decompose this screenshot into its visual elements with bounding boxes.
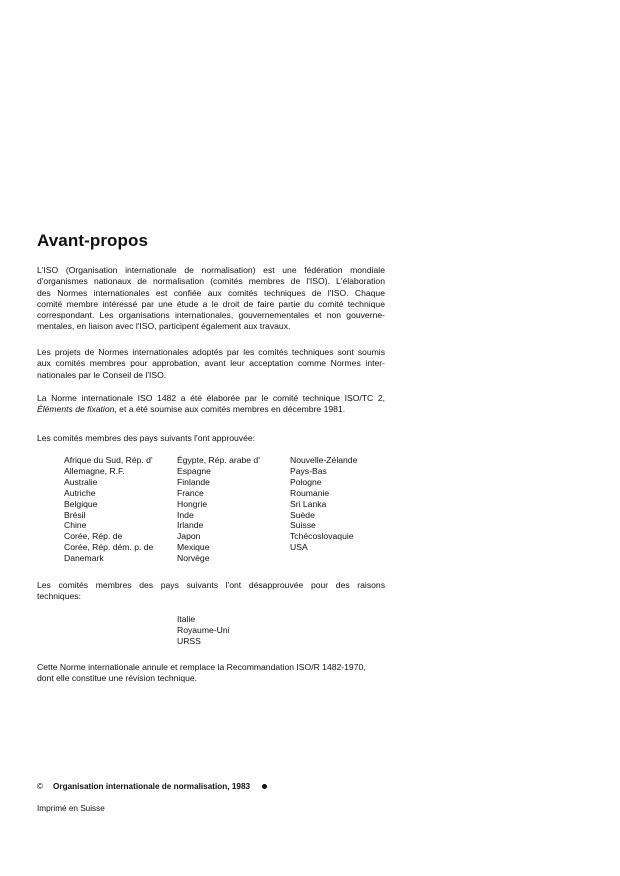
- country-item: Allemagne, R.F.: [64, 465, 125, 476]
- text-line: mentales, en liaison avec l'ISO, participent également aux travaux.: [37, 321, 291, 332]
- country-item: Pologne: [290, 476, 322, 487]
- country-item: Belgique: [64, 498, 98, 509]
- country-item: Irlande: [177, 520, 204, 531]
- country-item: Inde: [177, 509, 194, 520]
- country-item: USA: [290, 542, 308, 553]
- country-item: Australie: [64, 476, 98, 487]
- copyright-notice: [37, 782, 267, 791]
- country-item: Mexique: [177, 542, 210, 553]
- copyright-icon: ©: [37, 782, 44, 791]
- text-line: des Normes internationales est confiée aux comités techniques de l'ISO. Chaque: [37, 287, 385, 298]
- country-item: Royaume-Uni: [177, 624, 230, 635]
- country-item: URSS: [177, 635, 201, 646]
- country-item: Finlande: [177, 476, 210, 487]
- disapprove-intro: [37, 580, 385, 603]
- country-item: Sri Lanka: [290, 498, 327, 509]
- text-line: Les comités membres des pays suivants l'ont approuvée:: [37, 433, 256, 443]
- approving-countries-column-1: [64, 455, 153, 564]
- text-line: Cette Norme internationale annule et remplace la Recommandation ISO/R 1482-1970,: [37, 662, 366, 672]
- country-item: Chine: [64, 520, 87, 531]
- text-line: La Norme internationale ISO 1482 a été élaborée par le comité technique ISO/TC 2,: [37, 393, 385, 403]
- country-item: France: [177, 487, 204, 498]
- country-item: Nouvelle-Zélande: [290, 455, 358, 465]
- text-fragment: , et a été soumise aux comités membres en décembre 1981.: [114, 404, 346, 415]
- text-line: L'ISO (Organisation internationale de normalisation) est une fédération mondiale: [37, 265, 385, 275]
- text-line: techniques:: [37, 591, 81, 602]
- text-line: correspondant. Les organisations internationales, gouvernementales et non gouverne-: [37, 310, 385, 321]
- copyright-text: Organisation internationale de normalisation, 1983: [53, 782, 251, 791]
- country-item: Espagne: [177, 465, 211, 476]
- text-line: Les projets de Normes internationales adoptés par les comités techniques sont soumis: [37, 347, 385, 357]
- foreword-paragraph-standard: [37, 393, 385, 416]
- text-line: comité membre intéressé par une étude a le droit de faire partie du comité technique: [37, 298, 385, 309]
- text-line: dont elle constitue une révision technique.: [37, 673, 198, 684]
- country-item: Tchécoslovaquie: [290, 531, 354, 542]
- approving-countries-column-2: [177, 455, 260, 564]
- country-item: Suède: [290, 509, 315, 520]
- printed-in-notice: Imprimé en Suisse: [37, 804, 105, 813]
- text-line: [37, 404, 385, 415]
- country-item: Norvège: [177, 553, 210, 564]
- disapproving-countries: [177, 614, 230, 647]
- committee-title-italic: Éléments de fixation: [37, 404, 115, 415]
- approve-intro: [37, 433, 385, 444]
- country-item: Suisse: [290, 520, 316, 531]
- country-item: Égypte, Rép. arabe d': [177, 455, 260, 465]
- country-item: Hongrie: [177, 498, 208, 509]
- country-item: Japon: [177, 531, 201, 542]
- bullet-dot-icon: [262, 784, 267, 789]
- text-line: aux comités membres pour approbation, avant leur acceptation comme Normes inter-: [37, 358, 385, 369]
- country-item: Afrique du Sud, Rép. d': [64, 455, 153, 465]
- country-item: Brésil: [64, 509, 86, 520]
- foreword-paragraph-iso: [37, 265, 385, 333]
- country-item: Corée, Rép. de: [64, 531, 123, 542]
- country-item: Autriche: [64, 487, 96, 498]
- text-line: d'organismes nationaux de normalisation (comités membres de l'ISO). L'élaboration: [37, 276, 385, 287]
- country-item: Pays-Bas: [290, 465, 327, 476]
- foreword-paragraph-drafts: [37, 347, 385, 381]
- text-line: Les comités membres des pays suivants l'ont désapprouvée pour des raisons: [37, 580, 385, 590]
- approving-countries-column-3: [290, 455, 357, 553]
- country-item: Italie: [177, 614, 196, 624]
- country-item: Danemark: [64, 553, 104, 564]
- page-title: Avant-propos: [37, 231, 149, 250]
- final-paragraph: [37, 662, 385, 685]
- country-item: Roumanie: [290, 487, 330, 498]
- text-line: nationales par le Conseil de l'ISO.: [37, 369, 167, 380]
- country-item: Corée, Rép. dém. p. de: [64, 542, 154, 553]
